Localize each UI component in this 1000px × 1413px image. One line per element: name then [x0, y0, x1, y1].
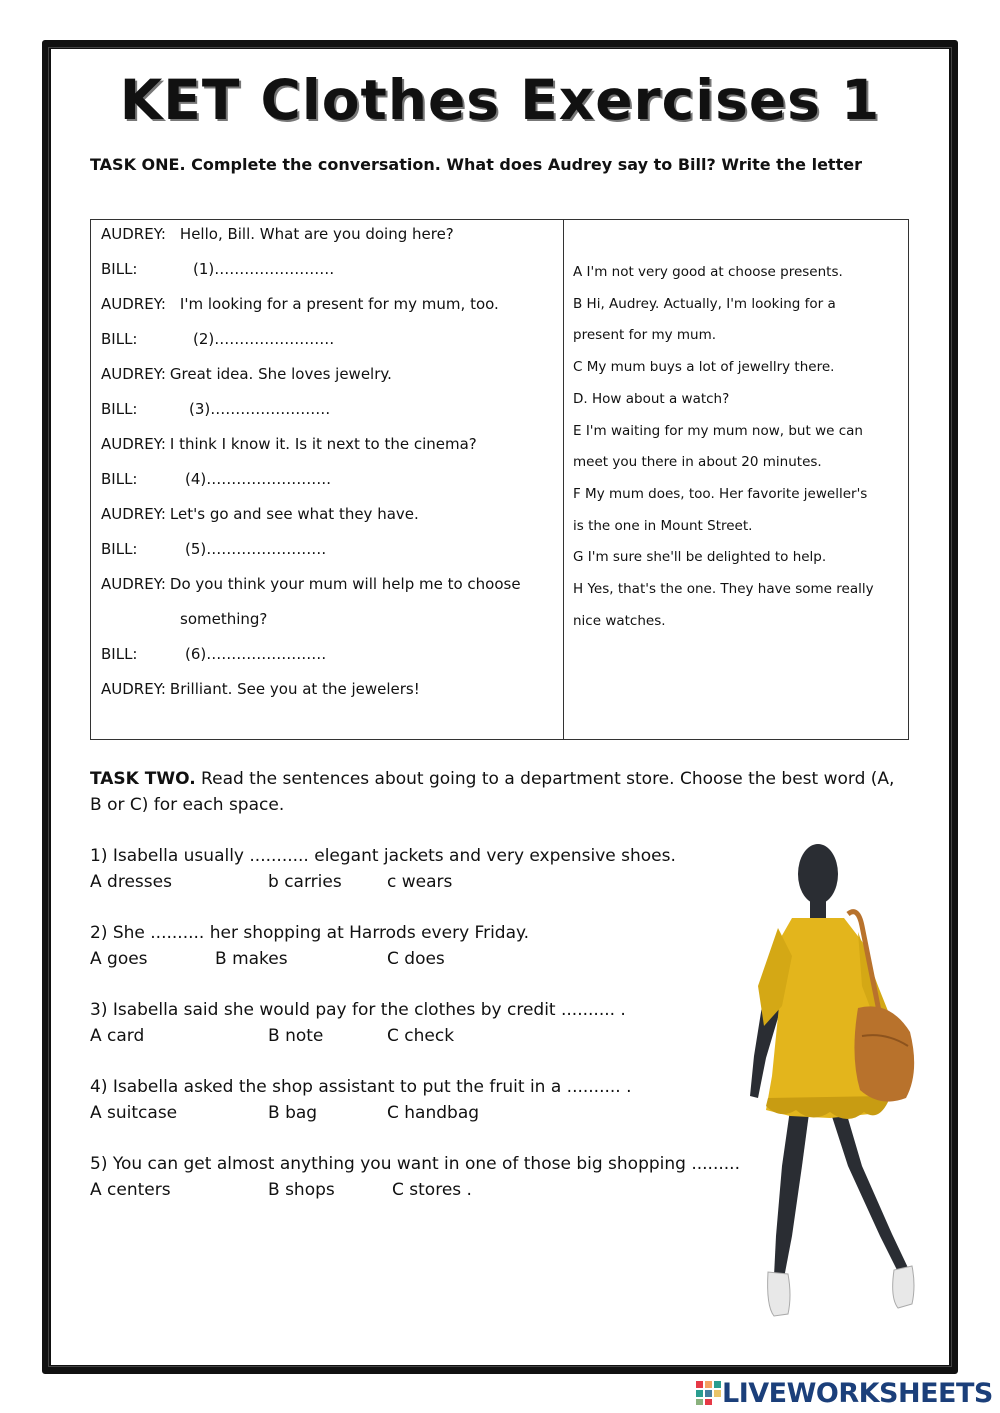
options-column	[573, 257, 903, 637]
task-two-heading	[90, 766, 900, 818]
question-text: 2) She .......... her shopping at Harrods every Friday.	[90, 923, 530, 943]
option-line: A I'm not very good at choose presents.	[573, 264, 843, 280]
question-options	[90, 1023, 750, 1049]
question-text: 1) Isabella usually ........... elegant jackets and very expensive shoes.	[90, 846, 676, 866]
dialogue-line	[101, 640, 556, 675]
question-2	[90, 920, 750, 972]
speaker-label: BILL:	[101, 470, 138, 488]
answer-blank-4[interactable]: (4)…………………….	[185, 470, 332, 488]
option-line: nice watches.	[573, 612, 666, 629]
mannequin-leg-right	[826, 1098, 910, 1276]
option-b[interactable]: B bag	[268, 1103, 318, 1123]
answer-blank-1[interactable]: (1)……………………	[193, 260, 335, 278]
option-line: D. How about a watch?	[573, 390, 730, 407]
dialogue-line	[101, 500, 556, 535]
option-line: is the one in Mount Street.	[573, 517, 753, 534]
dialogue-text: something?	[180, 610, 268, 628]
shoe-right	[893, 1266, 914, 1308]
answer-blank-2[interactable]: (2)……………………	[193, 330, 335, 348]
speaker-label: AUDREY:	[101, 225, 166, 243]
option-a[interactable]: A dresses	[90, 872, 172, 892]
answer-blank-5[interactable]: (5)……………………	[185, 540, 327, 558]
shoe-left	[768, 1272, 790, 1316]
dialogue-text: I'm looking for a present for my mum, too.	[179, 295, 499, 313]
dialogue-line	[101, 290, 556, 325]
option-line: present for my mum.	[573, 327, 717, 344]
question-options	[90, 1177, 750, 1203]
dialogue-line	[101, 220, 556, 255]
speaker-label: BILL:	[101, 260, 138, 278]
dialogue-line	[101, 430, 556, 465]
conversation-table	[90, 219, 909, 740]
option-line: meet you there in about 20 minutes.	[573, 454, 822, 471]
option-a[interactable]: A card	[90, 1026, 145, 1046]
speaker-label: AUDREY:	[101, 365, 166, 383]
option-c[interactable]: C handbag	[387, 1103, 480, 1123]
option-c[interactable]: c wears	[387, 872, 453, 892]
dialogue-line	[101, 255, 556, 290]
option-a[interactable]: A goes	[90, 949, 148, 969]
question-options	[90, 946, 750, 972]
task-two-label: TASK TWO.	[90, 769, 196, 789]
task-one-heading: TASK ONE. Complete the conversation. What does Audrey say to Bill? Write the letter	[90, 155, 862, 174]
dialogue-line	[101, 605, 556, 640]
liveworksheets-logo-text: LIVEWORKSHEETS	[722, 1377, 993, 1409]
dialogue-text: Do you think your mum will help me to choose	[169, 575, 521, 593]
speaker-label: BILL:	[101, 400, 138, 418]
brown-handbag	[854, 1006, 914, 1101]
liveworksheets-logo-icon	[696, 1381, 722, 1405]
option-b[interactable]: b carries	[268, 872, 342, 892]
option-c[interactable]: C stores .	[392, 1180, 472, 1200]
option-line: B Hi, Audrey. Actually, I'm looking for a	[573, 295, 836, 312]
option-c[interactable]: C does	[387, 949, 445, 969]
option-c[interactable]: C check	[387, 1026, 455, 1046]
column-divider	[563, 220, 564, 739]
option-line: G I'm sure she'll be delighted to help.	[573, 549, 827, 566]
speaker-label: AUDREY:	[101, 505, 166, 523]
option-b[interactable]: B shops	[268, 1180, 335, 1200]
speaker-label: AUDREY:	[101, 295, 166, 313]
option-line: F My mum does, too. Her favorite jeweller's	[573, 485, 868, 502]
speaker-label: BILL:	[101, 330, 138, 348]
speaker-label: AUDREY:	[101, 680, 166, 698]
answer-blank-3[interactable]: (3)……………………	[189, 400, 331, 418]
task-two-instructions: Read the sentences about going to a department store. Choose the best word (A, B or C) for each space.	[90, 769, 895, 815]
question-options	[90, 869, 750, 895]
dialogue-text: Let's go and see what they have.	[169, 505, 419, 523]
question-options	[90, 1100, 750, 1126]
mannequin-neck	[810, 898, 826, 920]
liveworksheets-logo	[696, 1376, 993, 1410]
dialogue-text: Hello, Bill. What are you doing here?	[179, 225, 454, 243]
question-text: 3) Isabella said she would pay for the clothes by credit .......... .	[90, 1000, 626, 1020]
question-text: 4) Isabella asked the shop assistant to put the fruit in a .......... .	[90, 1077, 632, 1097]
question-4	[90, 1074, 750, 1126]
option-line: H Yes, that's the one. They have some really	[573, 581, 874, 598]
option-line: C My mum buys a lot of jewellry there.	[573, 359, 835, 376]
option-a[interactable]: A suitcase	[90, 1103, 178, 1123]
speaker-label: BILL:	[101, 540, 138, 558]
mannequin-head	[798, 844, 838, 904]
question-1	[90, 843, 750, 895]
question-3	[90, 997, 750, 1049]
dialogue-line	[101, 395, 556, 430]
option-line: E I'm waiting for my mum now, but we can	[573, 422, 863, 439]
option-b[interactable]: B note	[268, 1026, 324, 1046]
question-text: 5) You can get almost anything you want in one of those big shopping .........	[90, 1154, 740, 1174]
speaker-label: AUDREY:	[101, 435, 166, 453]
dialogue-line	[101, 325, 556, 360]
option-a[interactable]: A centers	[90, 1180, 171, 1200]
page-title: KET Clothes Exercises 1	[119, 68, 881, 132]
dialogue-text: Great idea. She loves jewelry.	[169, 365, 392, 383]
speaker-label: AUDREY:	[101, 575, 166, 593]
mannequin-yellow-dress-image	[740, 836, 930, 1346]
mannequin-leg-left	[774, 1096, 810, 1278]
option-b[interactable]: B makes	[215, 949, 288, 969]
dialogue-line	[101, 360, 556, 395]
speaker-label: BILL:	[101, 645, 138, 663]
dialogue-line	[101, 535, 556, 570]
dialogue-text: Brilliant. See you at the jewelers!	[169, 680, 420, 698]
dialogue-line	[101, 570, 556, 605]
dialogue-column	[101, 220, 556, 710]
dialogue-text: I think I know it. Is it next to the cinema?	[169, 435, 477, 453]
dialogue-line	[101, 465, 556, 500]
answer-blank-6[interactable]: (6)……………………	[185, 645, 327, 663]
question-5	[90, 1151, 750, 1203]
dialogue-line	[101, 675, 556, 710]
